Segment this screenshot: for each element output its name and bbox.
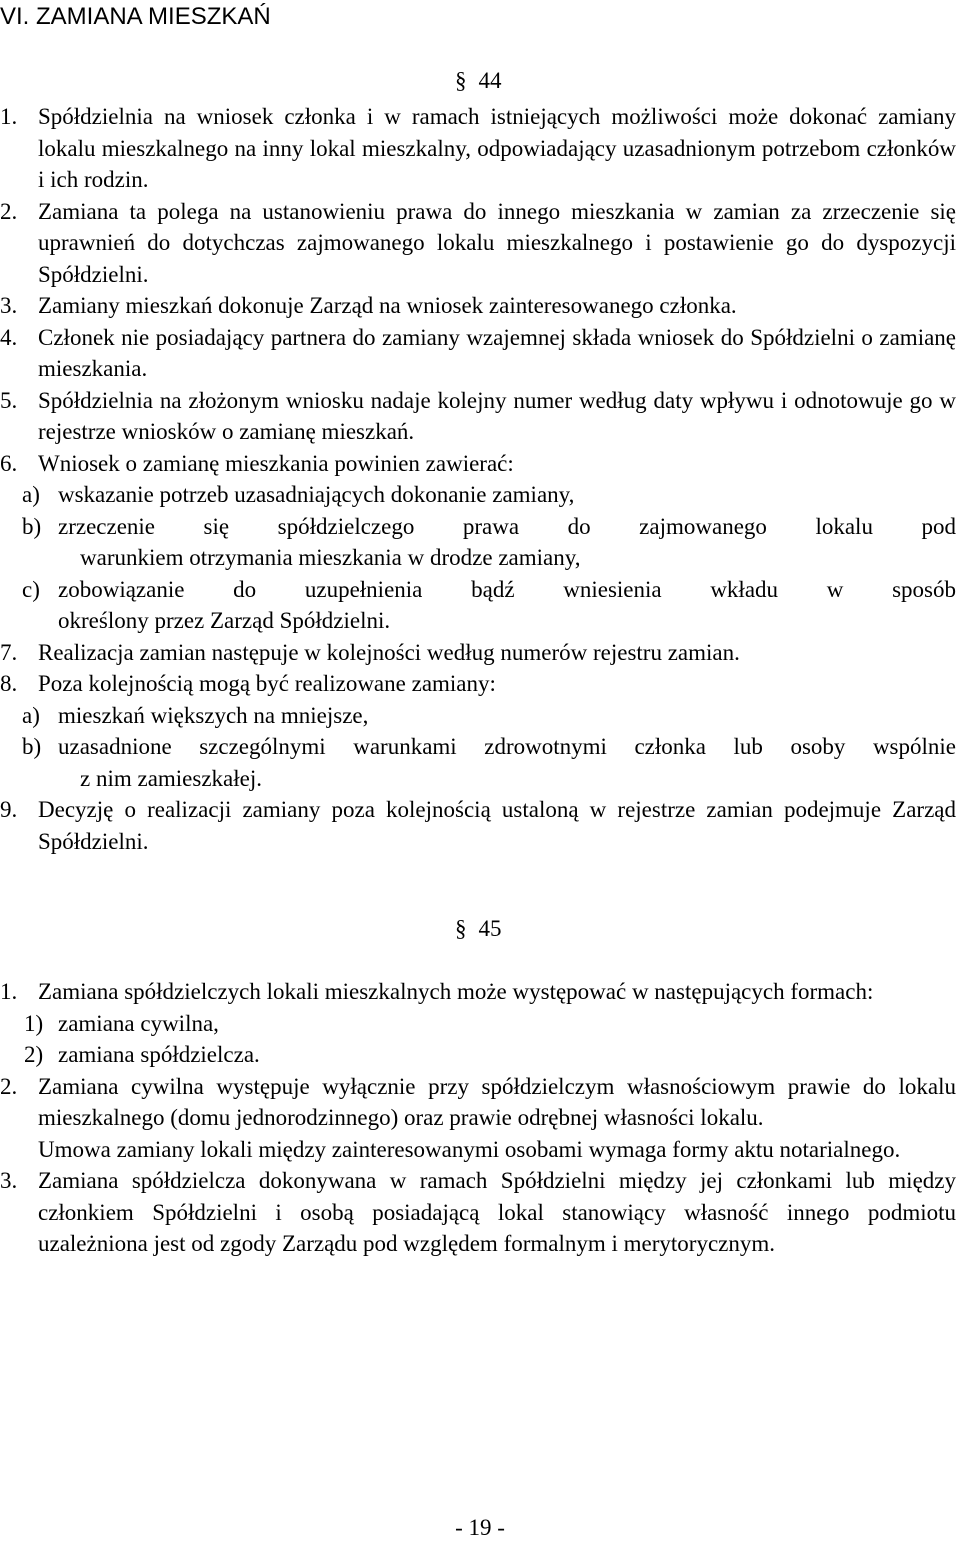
item-text: Spółdzielnia na złożonym wniosku nadaje kolejny numer według daty wpływu i odnotowuje go w rejestrze wniosków o zamianę mieszkań. [38, 387, 956, 444]
item-44-3 [0, 290, 956, 322]
section-symbol: § [455, 916, 467, 941]
item-45-2-note [0, 1134, 956, 1166]
item-44-1 [0, 101, 956, 196]
item-44-4 [0, 322, 956, 385]
sub-item-label: b) [22, 513, 42, 539]
item-text: Wniosek o zamianę mieszkania powinien zawierać: [38, 450, 514, 476]
chapter-title: VI. ZAMIANA MIESZKAŃ [0, 3, 271, 30]
section-number: 45 [478, 916, 502, 941]
item-text: Zamiana spółdzielcza dokonywana w ramach Spółdzielni między jej członkami lub między członkiem Spółdzielni i osobą posiadającą lokal stanowiący własność innego podmiotu uzależniona jest od zgody Zarządu pod względem formalnym i merytorycznym. [38, 1168, 956, 1256]
sub-item-44-6b [0, 511, 956, 574]
item-44-9 [0, 794, 956, 857]
item-text: Realizacja zamian następuje w kolejności według numerów rejestru zamian. [38, 639, 740, 665]
section-symbol: § [455, 68, 467, 93]
item-text: Zamiana cywilna występuje wyłącznie przy spółdzielczym własnościowym prawie do lokalu mieszkalnego (domu jednorodzinnego) oraz prawie odrębnej własności lokalu. [38, 1073, 956, 1130]
item-text-extra: Umowa zamiany lokali między zainteresowanymi osobami wymaga formy aktu notarialnego. [38, 1136, 901, 1162]
sub-item-label: a) [22, 702, 40, 728]
sub-item-text: zrzeczenie się spółdzielczego prawa do zajmowanego lokalu pod [58, 513, 956, 539]
sub-item-45-1-2 [0, 1039, 956, 1071]
sub-item-45-1-1 [0, 1008, 956, 1040]
item-45-1 [0, 976, 956, 1008]
item-number: 8. [0, 671, 18, 696]
item-text: Poza kolejnością mogą być realizowane zamiany: [38, 671, 496, 696]
sub-item-44-6a [0, 479, 956, 511]
item-45-3 [0, 1165, 956, 1260]
item-text: Zamiany mieszkań dokonuje Zarząd na wniosek zainteresowanego członka. [38, 293, 737, 318]
page-number: - 19 - [455, 1515, 505, 1540]
item-number: 1. [0, 979, 18, 1004]
item-text: Zamiana spółdzielczych lokali mieszkalnych może występować w następujących formach: [38, 979, 874, 1004]
sub-item-text: uzasadnione szczególnymi warunkami zdrowotnymi członka lub osoby wspólnie [58, 734, 956, 759]
sub-item-text-continued: warunkiem otrzymania mieszkania w drodze zamiany, [80, 545, 581, 570]
item-44-6 [0, 448, 956, 480]
section-45-heading [455, 913, 655, 945]
item-number: 4. [0, 324, 18, 350]
section-44-body [0, 101, 956, 857]
sub-item-44-8a [0, 700, 956, 732]
sub-item-44-8b [0, 731, 956, 794]
section-number: 44 [478, 68, 502, 93]
sub-item-text-continued: z nim zamieszkałej. [80, 765, 263, 791]
sub-item-text: wskazanie potrzeb uzasadniających dokonanie zamiany, [58, 482, 575, 507]
item-number: 3. [0, 293, 18, 318]
sub-item-label: 2) [24, 1042, 44, 1067]
sub-item-text: zamiana cywilna, [58, 1010, 219, 1036]
item-number: 5. [0, 387, 18, 413]
sub-item-text: mieszkań większych na mniejsze, [58, 702, 369, 728]
item-44-7 [0, 637, 956, 669]
item-44-5 [0, 385, 956, 448]
section-45-body [0, 976, 956, 1260]
sub-item-label: 1) [24, 1010, 44, 1036]
sub-item-label: a) [22, 482, 40, 507]
item-number: 1. [0, 104, 18, 129]
item-number: 2. [0, 198, 18, 224]
section-44-heading [455, 65, 655, 97]
sub-item-label: c) [22, 576, 40, 602]
item-number: 3. [0, 1168, 18, 1193]
item-text: Członek nie posiadający partnera do zamiany wzajemnej składa wniosek do Spółdzielni o zamianę mieszkania. [38, 324, 956, 381]
item-text: Spółdzielnia na wniosek członka i w ramach istniejących możliwości może dokonać zamiany lokalu mieszkalnego na inny lokal mieszkalny, odpowiadający uzasadnionym potrzebom członków i ich rodzin. [38, 104, 956, 192]
item-text: Decyzję o realizacji zamiany poza kolejnością ustaloną w rejestrze zamian podejmuje Zarząd Spółdzielni. [38, 797, 956, 854]
sub-item-44-6c [0, 574, 956, 637]
item-text: Zamiana ta polega na ustanowieniu prawa do innego mieszkania w zamian za zrzeczenie się uprawnień do dotychczas zajmowanego lokalu mieszkalnego i postawienie go do dyspozycji Spółdzielni. [38, 198, 956, 287]
item-number: 6. [0, 450, 18, 476]
item-44-2 [0, 196, 956, 291]
sub-item-text: zamiana spółdzielcza. [58, 1042, 260, 1067]
sub-item-label: b) [22, 734, 42, 759]
item-number: 2. [0, 1073, 18, 1099]
sub-item-text: zobowiązanie do uzupełnienia bądź wniesienia wkładu w sposób [58, 576, 956, 602]
item-44-8 [0, 668, 956, 700]
item-number: 9. [0, 797, 18, 822]
sub-item-text-continued: określony przez Zarząd Spółdzielni. [58, 608, 391, 633]
item-45-2 [0, 1071, 956, 1134]
item-number: 7. [0, 639, 18, 665]
